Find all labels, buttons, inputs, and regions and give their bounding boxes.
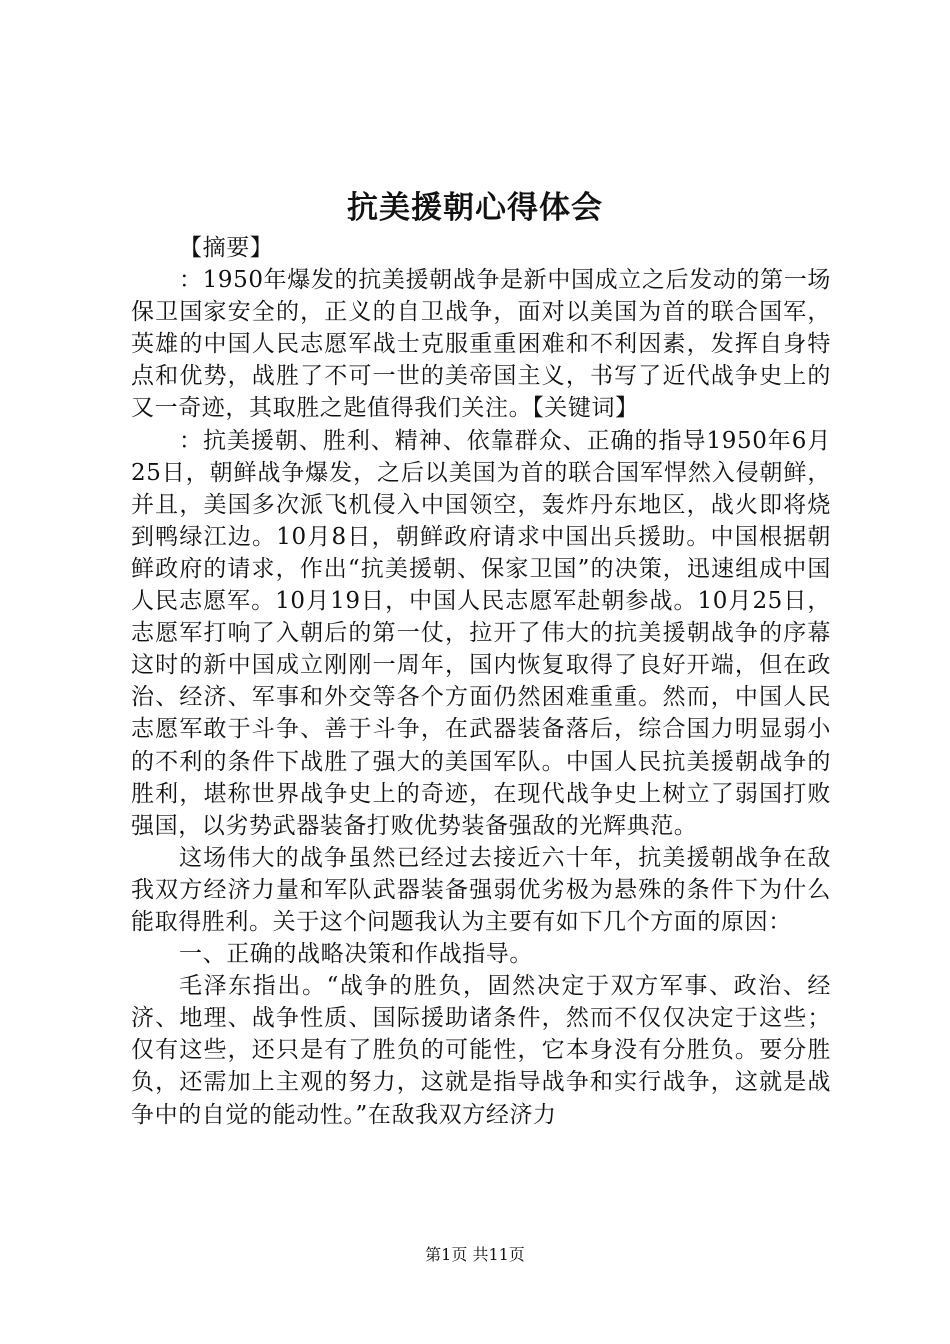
body-paragraph: 毛泽东指出。“战争的胜负，固然决定于双方军事、政治、经济、地理、战争性质、国际援助诸条件，然而不仅仅决定于这些；仅有这些，还只是有了胜负的可能性，它本身没有分胜负。要分胜负，还需加上主观的努力，这就是指导战争和实行战争，这就是战争中的自觉的能动性。”在敌我双方经济力 xyxy=(131,973,831,1128)
document-title: 抗美援朝心得体会 xyxy=(347,190,603,226)
page-number-footer: 第1页 共11页 xyxy=(425,1245,525,1264)
document-body xyxy=(131,232,831,1131)
abstract-label: 【摘要】 xyxy=(179,235,274,261)
keywords-paragraph: ：抗美援朝、胜利、精神、依靠群众、正确的指导1950年6月25日，朝鲜战争爆发，之后以美国为首的联合国军悍然入侵朝鲜，并且，美国多次派飞机侵入中国领空，轰炸丹东地区，战火即将烧到鸭绿江边。10月8日，朝鲜政府请求中国出兵援助。中国根据朝鲜政府的请求，作出“抗美援朝、保家卫国”的决策，迅速组成中国人民志愿军。10月19日，中国人民志愿军赴朝参战。10月25日，志愿军打响了入朝后的第一仗，拉开了伟大的抗美援朝战争的序幕这时的新中国成立刚刚一周年，国内恢复取得了良好开端，但在政治、经济、军事和外交等各个方面仍然困难重重。然而，中国人民志愿军敢于斗争、善于斗争，在武器装备落后，综合国力明显弱小的不利的条件下战胜了强大的美国军队。中国人民抗美援朝战争的胜利，堪称世界战争史上的奇迹，在现代战争史上树立了弱国打败强国，以劣势武器装备打败优势装备强敌的光辉典范。 xyxy=(131,427,831,839)
abstract-paragraph: ：1950年爆发的抗美援朝战争是新中国成立之后发动的第一场保卫国家安全的，正义的自卫战争，面对以美国为首的联合国军，英雄的中国人民志愿军战士克服重重困难和不利因素，发挥自身特点和优势，战胜了不可一世的美帝国主义，书写了近代战争史上的又一奇迹，其取胜之匙值得我们关注。【关键词】 xyxy=(131,267,831,422)
section-heading: 一、正确的战略决策和作战指导。 xyxy=(179,941,533,968)
body-paragraph: 这场伟大的战争虽然已经过去接近六十年，抗美援朝战争在敌我双方经济力量和军队武器装备强弱优劣极为悬殊的条件下为什么能取得胜利。关于这个问题我认为主要有如下几个方面的原因： xyxy=(131,844,831,935)
